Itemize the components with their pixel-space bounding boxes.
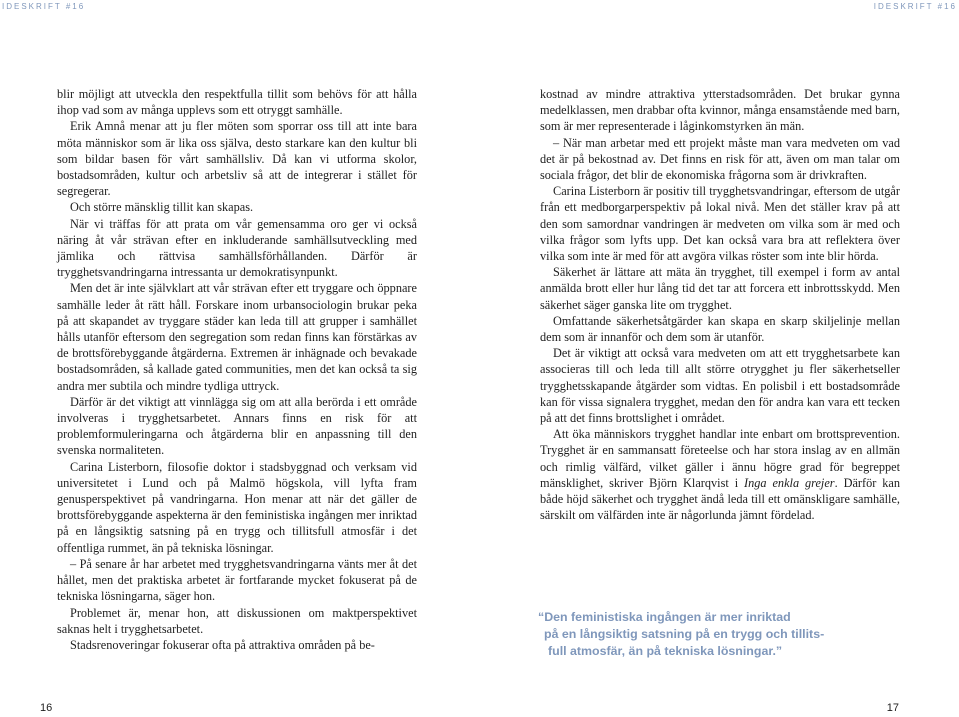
paragraph: Det är viktigt att också vara medveten om att ett trygghetsarbete kan associeras till och leda till allt större otrygghet ju fler säkerhetseller trygghetsskapande åtgärder som vidtas. En polisbil i ett bostadsområde kan för vissa signalera trygghet, medan den för andra kan vara ett tecken på att det finns brottslighet i området. (540, 346, 900, 426)
pull-quote-line: full atmosfär, än på tekniska lösningar.” (548, 644, 783, 658)
paragraph: – På senare år har arbetet med trygghetsvandringarna vänts mer åt det hållet, men det praktiska arbetet är fortfarande mycket fokuserat på de tekniska lösningarna, säger hon. (57, 556, 417, 604)
paragraph-text: . Därför kan både höjd säkerhet och trygghet ändå leda till ett omänskligare samhälle, särskilt om välfärden inte är någorlunda jämnt fördelad. (540, 475, 901, 523)
paragraph-text: Att öka människors trygghet handlar inte enbart om brottsprevention. Trygghet är en sammansatt företeelse och har stora inslag av en allmän och rimlig välfärd, vilket gäller i ännu högre grad för begreppet mänsklighet, skriver Björn Klarqvist i (540, 427, 900, 490)
paragraph: blir möjligt att utveckla den respektfulla tillit som behövs för att hålla ihop vad som av många upplevs som ett otryggt samhälle. (57, 87, 417, 118)
running-head-right: IDESKRIFT #16 (873, 2, 957, 11)
paragraph: Stadsrenoveringar fokuserar ofta på attraktiva områden på be- (70, 637, 375, 652)
paragraph: Erik Amnå menar att ju fler möten som sporrar oss till att inte bara möta människor som är lika oss själva, desto starkare kan den kultur bli som bildar basen för vårt samhällsliv. Då kan vi utforma skolor, bostadsområden, kultur och arbetsliv så att de integrerar i stället för segregerar. (57, 119, 417, 199)
paragraph: Carina Listerborn är positiv till trygghetsvandringar, eftersom de utgår från ett medborgarperspektiv på lokal nivå. Men det ställer krav på att den som samordnar vandringen är medveten om vilka som är med och vilka frågor som lyfts upp. Det kan också vara bra att reflektera över vilka som inte är med för att avgöra vilkas röster som inte blir hörda. (540, 184, 900, 264)
pull-quote-line: på en långsiktig satsning på en trygg och tillits- (544, 627, 825, 641)
paragraph: Men det är inte självklart att vår strävan efter ett tryggare och öppnare samhälle leder åt rätt håll. Forskare inom urbansociologin brukar peka på att skapandet av tryggare städer kan leda till att grupper i samhället hålls utanför eftersom den segregation som redan finns kan förstärkas av de brottsförebyggande åtgärderna. Extremen är inhägnade och bevakade bostadsområden, så kallade gated communities, men det kan också ta sig andra mer subtila och mindre tydliga uttryck. (57, 281, 417, 393)
paragraph: Säkerhet är lättare att mäta än trygghet, till exempel i form av antal anmälda brott eller hur lång tid det tar att forcera ett inbrottsskydd. Men säkerhet säger ganska lite om trygghet. (540, 265, 900, 312)
paragraph (540, 426, 900, 523)
paragraph: Därför är det viktigt att vinnlägga sig om att alla berörda i ett område involveras i trygghetsarbetet. Annars finns en risk för att problemformuleringarna och åtgärderna blir en anpassning till den svenska normaliteten. (57, 394, 417, 458)
paragraph: Problemet är, menar hon, att diskussionen om maktperspektivet saknas helt i trygghetsarbetet. (57, 605, 417, 636)
book-title: Inga enkla grejer (744, 475, 835, 490)
page-number-right: 17 (886, 702, 899, 714)
paragraph: När vi träffas för att prata om vår gemensamma oro ger vi också näring åt vår strävan efter en inkluderande samhällsutveckling med jämlika och rättvisa samhällsförhållanden. Därför är trygghetsvandringarna intressanta ur demokratisynpunkt. (57, 216, 417, 280)
right-column-text (540, 86, 900, 523)
paragraph: kostnad av mindre attraktiva ytterstadsområden. Det brukar gynna medelklassen, men drabbar ofta kvinnor, många ensamstående med barn, som är mer representerade i låginkomstyrken än män. (540, 87, 900, 134)
left-column-text (57, 86, 417, 653)
page-number-left: 16 (40, 702, 53, 714)
pull-quote (538, 609, 858, 660)
paragraph: Carina Listerborn, filosofie doktor i stadsbyggnad och verksam vid universitetet i Lund och på Malmö högskola, vill lyfta fram genusperspektivet på vandringarna. Hon menar att när det gäller de brottsförebyggande aspekterna är den feministiska ingången mer inriktad på en långsiktig satsning på en trygg och tillitsfull atmosfär i det offentliga rummet, än på tekniska lösningar. (57, 459, 417, 555)
running-head-left: IDESKRIFT #16 (2, 2, 86, 11)
paragraph: Omfattande säkerhetsåtgärder kan skapa en skarp skiljelinje mellan dem som är innanför och dem som är utanför. (540, 313, 900, 345)
paragraph: – När man arbetar med ett projekt måste man vara medveten om vad det är på bekostnad av. Det finns en risk för att, även om man talar om sociala frågor, det blir de ekonomiska frågorna som är drivkraften. (540, 135, 900, 183)
paragraph: Och större mänsklig tillit kan skapas. (70, 200, 254, 215)
pull-quote-line: “Den feministiska ingången är mer inriktad (538, 610, 791, 624)
